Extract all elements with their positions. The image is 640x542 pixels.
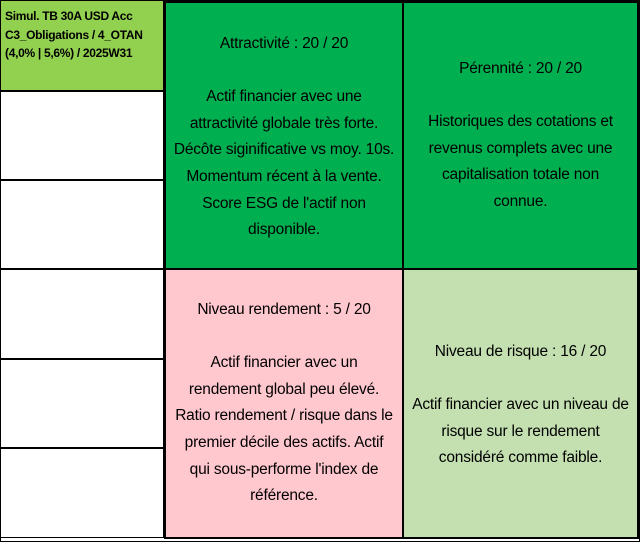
risque-line: Actif financier avec un niveau de: [412, 396, 629, 414]
rendement-line: Ratio rendement / risque dans le: [175, 407, 393, 425]
rendement-line: rendement global peu élevé.: [188, 380, 380, 398]
attractivite-title: Attractivité : 20 / 20: [219, 35, 349, 52]
empty-cell-2: [0, 180, 164, 269]
attractivite-line: Score ESG de l'actif non: [202, 194, 366, 212]
asset-header-cell: [0, 0, 164, 91]
empty-cell-1: [0, 91, 164, 180]
asset-name: Simul. TB 30A USD Acc: [5, 9, 133, 23]
risque-content: [404, 339, 637, 472]
asset-category: C3_Obligations / 4_OTAN: [5, 27, 143, 42]
perennite-title: Pérennité : 20 / 20: [459, 60, 582, 77]
risque-line: risque sur le rendement: [441, 422, 600, 440]
rendement-line: premier décile des actifs. Actif: [184, 433, 384, 451]
attractivite-cell: [164, 1, 404, 270]
rendement-line: référence.: [250, 487, 318, 505]
attractivite-line: Actif financier avec une: [206, 88, 362, 106]
risque-title: Niveau de risque : 16 / 20: [434, 343, 607, 360]
empty-cell-3: [0, 269, 164, 359]
empty-cell-4: [0, 359, 164, 448]
asset-period: (4,0% | 5,6%) / 2025W31: [5, 46, 133, 60]
empty-cell-5: [0, 448, 164, 538]
perennite-line: revenus complets avec une: [428, 139, 613, 157]
rendement-cell: [164, 268, 404, 539]
risque-line: considéré comme faible.: [438, 449, 603, 467]
rendement-line: Actif financier avec un: [210, 354, 358, 372]
attractivite-content: [166, 31, 402, 244]
rendement-line: qui sous-performe l'index de: [189, 460, 379, 478]
perennite-line: Historiques des cotations et: [428, 113, 613, 131]
perennite-cell: [402, 1, 639, 270]
perennite-line: connue.: [493, 192, 548, 210]
attractivite-line: attractivité globale très forte.: [189, 114, 379, 132]
rendement-content: [166, 297, 402, 510]
rendement-title: Niveau rendement : 5 / 20: [197, 301, 371, 318]
attractivite-line: Décôte siginificative vs moy. 10s.: [173, 141, 395, 159]
attractivite-line: disponible.: [248, 221, 320, 239]
perennite-line: capitalisation totale non: [441, 166, 599, 184]
attractivite-line: Momentum récent à la vente.: [186, 167, 382, 185]
perennite-content: [404, 56, 637, 216]
risque-cell: [402, 268, 639, 539]
